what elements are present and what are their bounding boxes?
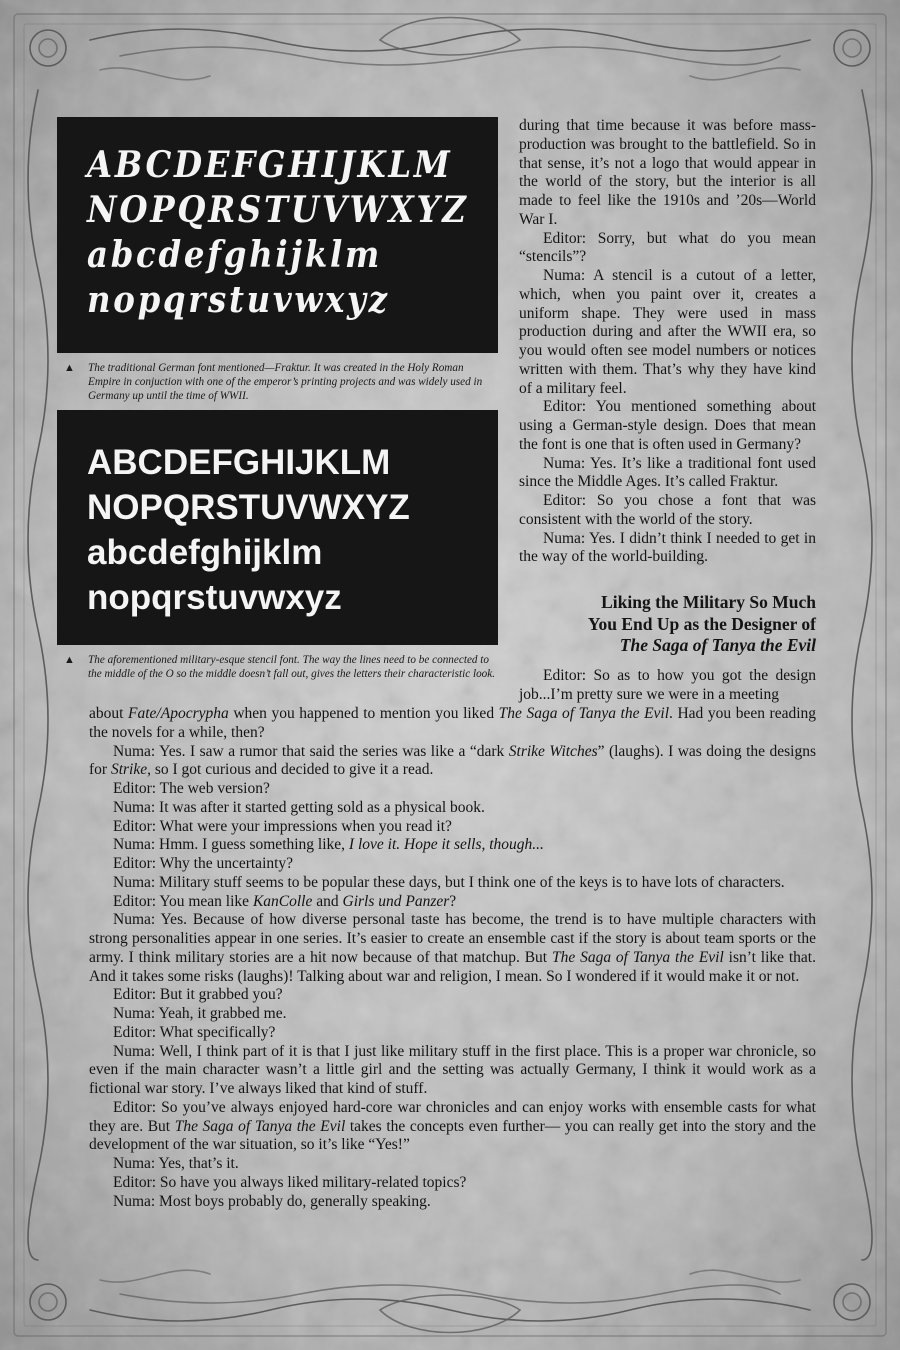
paragraph: Editor: Sorry, but what do you mean “stencils”?: [519, 229, 816, 266]
heading-title: The Saga of Tanya the Evil: [619, 635, 816, 655]
text-run: isn’t like that. And it takes some risks (laughs)! Talking about war and religion, I mean. So I wondered if it would make it or not.: [89, 948, 816, 985]
text-run: when you happened to mention you liked: [228, 705, 499, 722]
paragraph: Editor: The web version?: [113, 780, 270, 797]
stencil-uppercase-1: ABCDEFGHIJKLM: [87, 443, 391, 482]
transition-paragraph: [519, 667, 816, 705]
caption-triangle-icon: ▲: [64, 362, 75, 374]
text-run: ” (laughs). I was doing the designs for: [89, 742, 816, 779]
paragraph: Numa: Yes. I didn’t think I needed to get in the way of the world-building.: [519, 529, 816, 566]
heading-line: Liking the Military So Much: [601, 592, 816, 612]
paragraph: Editor: What specifically?: [113, 1023, 276, 1041]
text-run: Editor: You mean like: [113, 892, 253, 910]
title-italic: The Saga of Tanya the Evil: [551, 948, 724, 966]
paragraph: Numa: It was after it started getting sold as a physical book.: [113, 798, 485, 816]
fraktur-uppercase-2: NOPQRSTUVWXYZ: [87, 189, 469, 231]
title-italic: Strike: [110, 761, 148, 779]
paragraph: Numa: A stencil is a cutout of a letter, which, when you paint over it, creates a uniform shape. They were used in mass production during and after the WWII era, so you would often see model numbers or notices written with them. That’s why they have kind of a military feel.: [519, 267, 816, 397]
quote-italic: I love it. Hope it sells, though...: [348, 836, 544, 854]
text-run: and: [312, 892, 343, 910]
title-italic: The Saga of Tanya the Evil: [174, 1117, 346, 1135]
fraktur-font-sample: [57, 117, 498, 353]
fraktur-caption-text: The traditional German font mentioned—Fraktur. It was created in the Holy Roman Empire in conjuction with one of the emperor’s printing projects and was widely used in Germany up until the time of WWII.: [88, 362, 483, 402]
text-run: . Had you been reading the novels for a while, then?: [89, 705, 817, 741]
title-italic: KanColle: [252, 892, 313, 910]
title-italic: Girls und Panzer: [342, 892, 450, 910]
bottom-body-text: [89, 705, 816, 1211]
text-run: ?: [449, 892, 457, 910]
paragraph: [89, 836, 816, 855]
text-run: Editor: So you’ve always enjoyed hard-core war chronicles and can enjoy works with ensemble casts for what they are. But: [89, 1098, 816, 1135]
paragraph: Editor: So you chose a font that was consistent with the world of the story.: [519, 492, 816, 528]
caption-triangle-icon: ▲: [64, 654, 75, 666]
text-run: , so I got curious and decided to give it a read.: [147, 761, 434, 779]
paragraph: Numa: Most boys probably do, generally speaking.: [113, 1192, 431, 1210]
stencil-lowercase-1: abcdefghijklm: [87, 533, 323, 572]
fraktur-lowercase-2: nopqrstuvwxyz: [87, 279, 390, 321]
paragraph: Numa: Yes. It’s like a traditional font used since the Middle Ages. It’s called Fraktur.: [519, 454, 816, 491]
paragraph: [89, 705, 816, 743]
paragraph: Numa: Well, I think part of it is that I just like military stuff in the first place. This is a proper war chronicle, so even if the main character wasn’t a little girl and the setting was actually Germany, I think it would work as a fictional war story. I’ve always liked that kind of stuff.: [89, 1042, 816, 1097]
paragraph: Editor: Why the uncertainty?: [113, 855, 294, 872]
section-heading: [519, 592, 816, 657]
heading-line: You End Up as the Designer of: [587, 613, 816, 634]
paragraph: Editor: You mentioned something about using a German-style design. Does that mean the font is one that is often used in Germany?: [519, 398, 816, 453]
text-run: Numa: Yes. Because of how diverse personal taste has become, the trend is to have multiple characters with strong personalities appear in one series. It’s easier to create an ensemble cast if the story is about team sports or the army. I think military stories are a hit now because of that matchup. But: [89, 911, 816, 966]
paragraph: Numa: Yes, that’s it.: [113, 1155, 239, 1172]
paragraph: [89, 911, 816, 986]
paragraph: [89, 743, 816, 781]
text-run: takes the concepts even further— you can really get into the story and the development of the war situation, so it’s like “Yes!”: [89, 1117, 817, 1154]
paragraph: Editor: So have you always liked military-related topics?: [113, 1173, 467, 1191]
stencil-caption-text: The aforementioned military-esque stencil font. The way the lines need to be connected to the middle of the O so the middle doesn’t fall out, gives the letters their characteristic look.: [88, 654, 496, 680]
text-run: Numa: Hmm. I guess something like,: [113, 836, 349, 854]
fraktur-lowercase-1: abcdefghijklm: [87, 234, 382, 276]
title-italic: The Saga of Tanya the Evil: [498, 705, 670, 722]
title-italic: Fate/Apocrypha: [128, 705, 229, 722]
paragraph: [89, 893, 816, 912]
title-italic: Strike Witches: [508, 742, 598, 760]
paragraph: [89, 1099, 816, 1155]
paragraph: Numa: Military stuff seems to be popular these days, but I think one of the keys is to have lots of characters.: [113, 873, 785, 891]
paragraph: Editor: What were your impressions when you read it?: [113, 817, 452, 835]
fraktur-caption: [64, 361, 498, 403]
stencil-caption: [64, 653, 498, 681]
paragraph: Numa: Yeah, it grabbed me.: [113, 1005, 287, 1022]
stencil-lowercase-2: nopqrstuvwxyz: [87, 578, 342, 617]
stencil-font-sample: [57, 410, 498, 645]
paragraph: during that time because it was before mass-production was brought to the battlefield. So in that sense, it’s not a logo that would appear in the world of the story, but the interior is all made to feel like the 1910s and ’20s—World War I.: [519, 117, 816, 228]
right-column-text: [519, 117, 816, 567]
paragraph: Editor: But it grabbed you?: [113, 986, 283, 1004]
stencil-uppercase-2: NOPQRSTUVWXYZ: [87, 488, 410, 527]
text-run: about: [89, 705, 129, 722]
fraktur-uppercase-1: ABCDEFGHIJKLM: [87, 144, 453, 186]
paragraph: Editor: So as to how you got the design job...I’m pretty sure we were in a meeting: [519, 667, 816, 703]
text-run: Numa: Yes. I saw a rumor that said the series was like a “dark: [113, 742, 509, 760]
